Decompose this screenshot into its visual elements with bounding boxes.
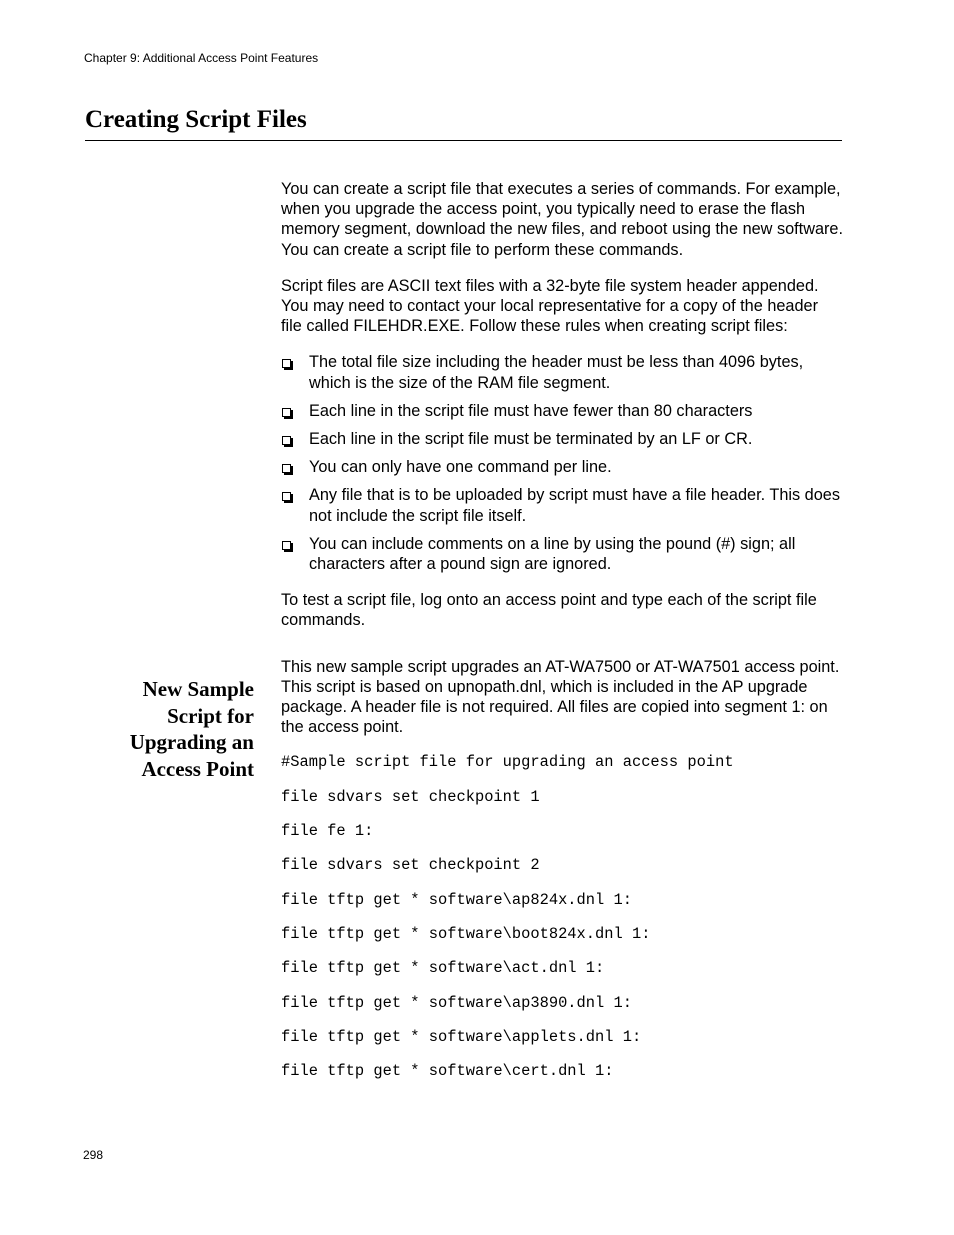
list-item-text: Each line in the script file must have fewer than 80 characters (309, 401, 753, 420)
title-rule (85, 140, 842, 141)
code-line: file fe 1: (281, 822, 374, 841)
page-number: 298 (83, 1148, 104, 1162)
list-item-text: Any file that is to be uploaded by script must have a file header. This does not include the script file itself. (309, 486, 840, 525)
list-item-text: You can only have one command per line. (309, 458, 612, 477)
code-line: #Sample script file for upgrading an access point (281, 753, 734, 772)
code-line: file tftp get * software\act.dnl 1: (281, 959, 605, 978)
list-item (281, 534, 843, 574)
code-line: file tftp get * software\cert.dnl 1: (281, 1062, 614, 1081)
list-item (281, 352, 843, 392)
code-line: file tftp get * software\boot824x.dnl 1: (281, 924, 651, 943)
list-item (281, 485, 843, 525)
subsection-heading-line: Upgrading an (129, 730, 254, 754)
rules-list (281, 352, 843, 574)
code-line: file sdvars set checkpoint 2 (281, 856, 540, 875)
section-title: Creating Script Files (85, 106, 307, 133)
intro-paragraph: You can create a script file that executes a series of commands. For example, when you upgrade the access point, you typically need to erase the flash memory segment, download the new files, and reboot using the new software. You can create a script file to perform these commands. (281, 180, 844, 259)
subsection-heading (54, 676, 254, 782)
list-item (281, 429, 843, 449)
code-line: file tftp get * software\ap824x.dnl 1: (281, 890, 632, 909)
checkbox-bullet-icon (282, 436, 291, 445)
list-item-text: Each line in the script file must be terminated by an LF or CR. (309, 430, 753, 449)
list-item-text: You can include comments on a line by using the pound (#) sign; all characters after a pound sign are ignored. (309, 534, 796, 574)
checkbox-bullet-icon (282, 541, 291, 550)
checkbox-bullet-icon (282, 464, 291, 473)
list-item (281, 401, 843, 421)
subsection-heading-line: Script for (167, 703, 254, 728)
code-line: file tftp get * software\applets.dnl 1: (281, 1027, 642, 1046)
intro-paragraph: Script files are ASCII text files with a 32-byte file system header appended. You may need to contact your local representative for a copy of the header file called FILEHDR.EXE. Follow these rules when creating script files: (281, 276, 819, 336)
test-paragraph: To test a script file, log onto an access point and type each of the script file commands. (281, 591, 817, 630)
code-line: file sdvars set checkpoint 1 (281, 787, 540, 806)
checkbox-bullet-icon (282, 359, 291, 368)
checkbox-bullet-icon (282, 492, 291, 501)
code-line: file tftp get * software\ap3890.dnl 1: (281, 993, 632, 1012)
list-item-text: The total file size including the header must be less than 4096 bytes, which is the size of the RAM file segment. (309, 353, 804, 392)
subsection-paragraph: This new sample script upgrades an AT-WA7500 or AT-WA7501 access point. This script is based on upnopath.dnl, which is included in the AP upgrade package. A header file is not required. All files are copied into segment 1: on the access point. (281, 657, 840, 737)
subsection-heading-line: New Sample (142, 677, 254, 701)
checkbox-bullet-icon (282, 408, 291, 417)
running-header: Chapter 9: Additional Access Point Features (84, 51, 319, 65)
list-item (281, 457, 843, 477)
subsection-heading-line: Access Point (141, 756, 254, 781)
code-block (281, 753, 843, 1096)
body-content (281, 179, 843, 1096)
